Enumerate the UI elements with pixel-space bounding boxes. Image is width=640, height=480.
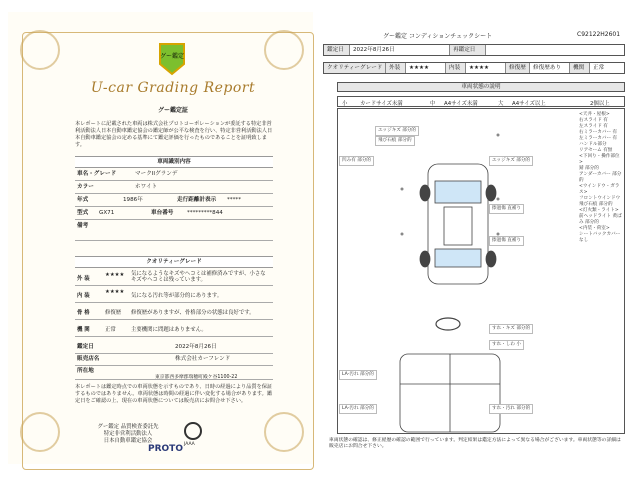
vehicle-year-label: 年式 — [77, 197, 89, 203]
legend-medium-text: A4サイズ未満 — [444, 101, 478, 107]
jaaa-logo — [184, 422, 202, 440]
vehicle-model: GX71 — [99, 210, 115, 216]
sheet-code: C92122H2601 — [577, 31, 621, 38]
issuer-line: グー鑑定 品質検査委託先 — [97, 424, 159, 430]
logo-text: グー鑑定 — [159, 53, 185, 60]
quality-section-header: クオリティーグレード — [75, 256, 273, 268]
report-intro: 本レポートに記載された車両は株式会社プロトコーポレーションが委託する特定非営利活動法人日本自動車鑑定協会の鑑定師が公平な検査を行い、特定非営利活動法人日本自動車鑑定協会の定める基準にて鑑定評価を行ったものであることを証明致します。 — [75, 121, 273, 148]
report-title: U-car Grading Report — [90, 80, 256, 96]
damage-note: 擦過傷 直補り — [489, 236, 524, 246]
grade-label: 機 関 — [77, 327, 90, 333]
vehicle-name-label: 車名・グレード — [77, 171, 117, 177]
dealer-address: 東京都西多摩郡瑞穂町殿ケ谷1100-22 — [155, 375, 238, 380]
legend-medium-label: 中 — [430, 101, 436, 107]
vehicle-color: ホワイト — [135, 184, 158, 190]
grading-report — [8, 12, 313, 464]
mileage-value: ***** — [227, 197, 241, 203]
grade-label: 外 装 — [77, 276, 90, 282]
chassis-number: *********844 — [187, 210, 223, 216]
grade-text: 修復歴がありますが、骨格部分の状態は良好です。 — [131, 310, 255, 316]
grade-exterior — [75, 270, 273, 286]
vehicle-color-row — [75, 182, 273, 194]
chassis-label: 車台番号 — [151, 210, 174, 216]
interior-stars: ★★★★ — [466, 63, 506, 73]
grade-text: 気になるようなキズやヘコミは補修済みですが、小さなキズやヘコミは残っています。 — [131, 271, 266, 283]
damage-note: 凹み有 部分的 — [339, 156, 374, 166]
grade-interior — [75, 287, 273, 303]
grade-text: 主要機関に問題はありません。 — [131, 327, 207, 333]
frame-value: 修復歴あり — [530, 63, 570, 73]
vehicle-name: マークIIグランデ — [135, 171, 178, 177]
interior-label: 内装 — [446, 63, 466, 73]
damage-note: 擦過傷 直補り — [489, 204, 524, 214]
legend-large-text: A4サイズ以上 — [512, 101, 546, 107]
grade-row — [323, 62, 625, 74]
engine-label: 機関 — [570, 63, 590, 73]
vehicle-name-row — [75, 169, 273, 181]
vehicle-remarks-row — [75, 221, 273, 241]
recheck-value — [486, 45, 626, 55]
recheck-label: 再鑑定日 — [450, 45, 486, 55]
side-notes: <天井・屋根> 右スライド 有 左スライド 有 右ミラーカバー 有 左ミラーカバー 有 ハンドル部分 リアセーム 有無 <下回り・操作部位> 錆 部分的 アンダーカバー 部分的 <ウインドウ・ガラス> フロントウインドウ 飛び石痕 部分的 <灯火類・ライト> 前ヘッドライト 黄ばみ 部分的 <内装・荷室> シートバックカバー なし — [579, 112, 622, 243]
date-row — [323, 44, 625, 56]
sheet-title: グー鑑定 コンディションチェックシート — [383, 33, 493, 40]
ornament-top-right — [264, 30, 304, 70]
damage-note: すれ・しわ 小 — [489, 340, 524, 350]
dealer-row — [75, 354, 273, 366]
legend-large-label: 大 — [498, 101, 504, 107]
issuer-line: 特定非営利活動法人 — [103, 431, 153, 437]
legend-small-label: 小 — [342, 101, 348, 107]
damage-note: LA-汚れ 部分的 — [339, 404, 377, 414]
grade-row-label: クオリティーグレード — [324, 63, 386, 73]
frame-label: 修復歴 — [506, 63, 530, 73]
ornament-top-left — [20, 30, 60, 70]
size-legend — [337, 96, 625, 107]
grade-stars: ★★★★ — [105, 289, 125, 295]
damage-note: 飛び石痕 部分的 — [375, 136, 415, 146]
exterior-label: 外装 — [386, 63, 406, 73]
sheet-footer: 車両状態の確認は、修正経歴の確認の範囲で行っています。判定結果は鑑定方法によって異なる場合がございます。車両状態等の詳細は販売店にお問合せ下さい。 — [329, 438, 621, 449]
mileage-label: 走行距離計表示 — [177, 197, 217, 203]
address-row — [75, 366, 273, 380]
vehicle-model-row — [75, 208, 273, 220]
vehicle-year-row — [75, 195, 273, 207]
ornament-bottom-left — [20, 412, 60, 452]
date-value: 2022年8月26日 — [350, 45, 450, 55]
damage-note: すれ・汚れ 部分的 — [489, 404, 533, 414]
grade-engine — [75, 321, 273, 337]
vehicle-model-label: 型式 — [77, 210, 89, 216]
address-label: 所在地 — [77, 368, 94, 374]
dealer-label: 販売店名 — [77, 356, 100, 362]
goo-appraisal-logo — [158, 42, 186, 76]
grade-label: 骨 格 — [77, 310, 90, 316]
vehicle-year: 1986年 — [123, 197, 143, 203]
engine-value: 正常 — [593, 65, 605, 71]
appraisal-date-row — [75, 342, 273, 354]
vehicle-color-label: カラー — [77, 184, 94, 190]
issuer-block — [83, 424, 173, 445]
grade-frame — [75, 304, 273, 320]
damage-note: エッジキズ 部分的 — [489, 156, 533, 166]
grade-stars: ★★★★ — [105, 272, 125, 278]
condition-check-sheet — [323, 14, 625, 464]
exterior-stars: ★★★★ — [406, 63, 446, 73]
issuer-line: 日本自動車鑑定協会 — [103, 438, 153, 444]
ornament-bottom-right — [264, 412, 304, 452]
jaaa-label: JAAA — [184, 442, 195, 447]
remarks-label: 備考 — [77, 223, 89, 229]
report-subtitle: グー鑑定証 — [157, 107, 188, 114]
damage-note: LA-汚れ 部分的 — [339, 370, 377, 380]
state-band: 車両状態の説明 — [337, 82, 625, 92]
report-footnote: 本レポートは鑑定時点での車両状態を示すものであり、日時の経過により品質を保証するものではありません。車両状態は時間の経過に伴い変化する場合があります。鑑定日をご確認の上、現在の車両状態については販売店にお問合せ下さい。 — [75, 384, 273, 404]
legend-small-text: カードサイズ未満 — [360, 101, 403, 107]
grade-text: 気になる汚れ等が部分的にあります。 — [131, 293, 223, 299]
dealer-name: 株式会社カーフレンド — [175, 356, 231, 362]
grade-stars: 正常 — [105, 327, 116, 333]
vehicle-section-header: 車両識別内容 — [75, 156, 273, 168]
damage-note: すれ・キズ 部分的 — [489, 324, 533, 334]
appraisal-date: 2022年8月26日 — [175, 344, 217, 350]
appraisal-date-label: 鑑定日 — [77, 344, 94, 350]
proto-logo: PROTO — [148, 444, 183, 454]
legend-multiple: 2個以上 — [590, 101, 610, 107]
date-label: 鑑定日 — [324, 45, 350, 55]
grade-stars: 修復歴 — [105, 310, 122, 316]
damage-note: エッジキズ 部分的 — [375, 126, 419, 136]
grade-label: 内 装 — [77, 293, 90, 299]
